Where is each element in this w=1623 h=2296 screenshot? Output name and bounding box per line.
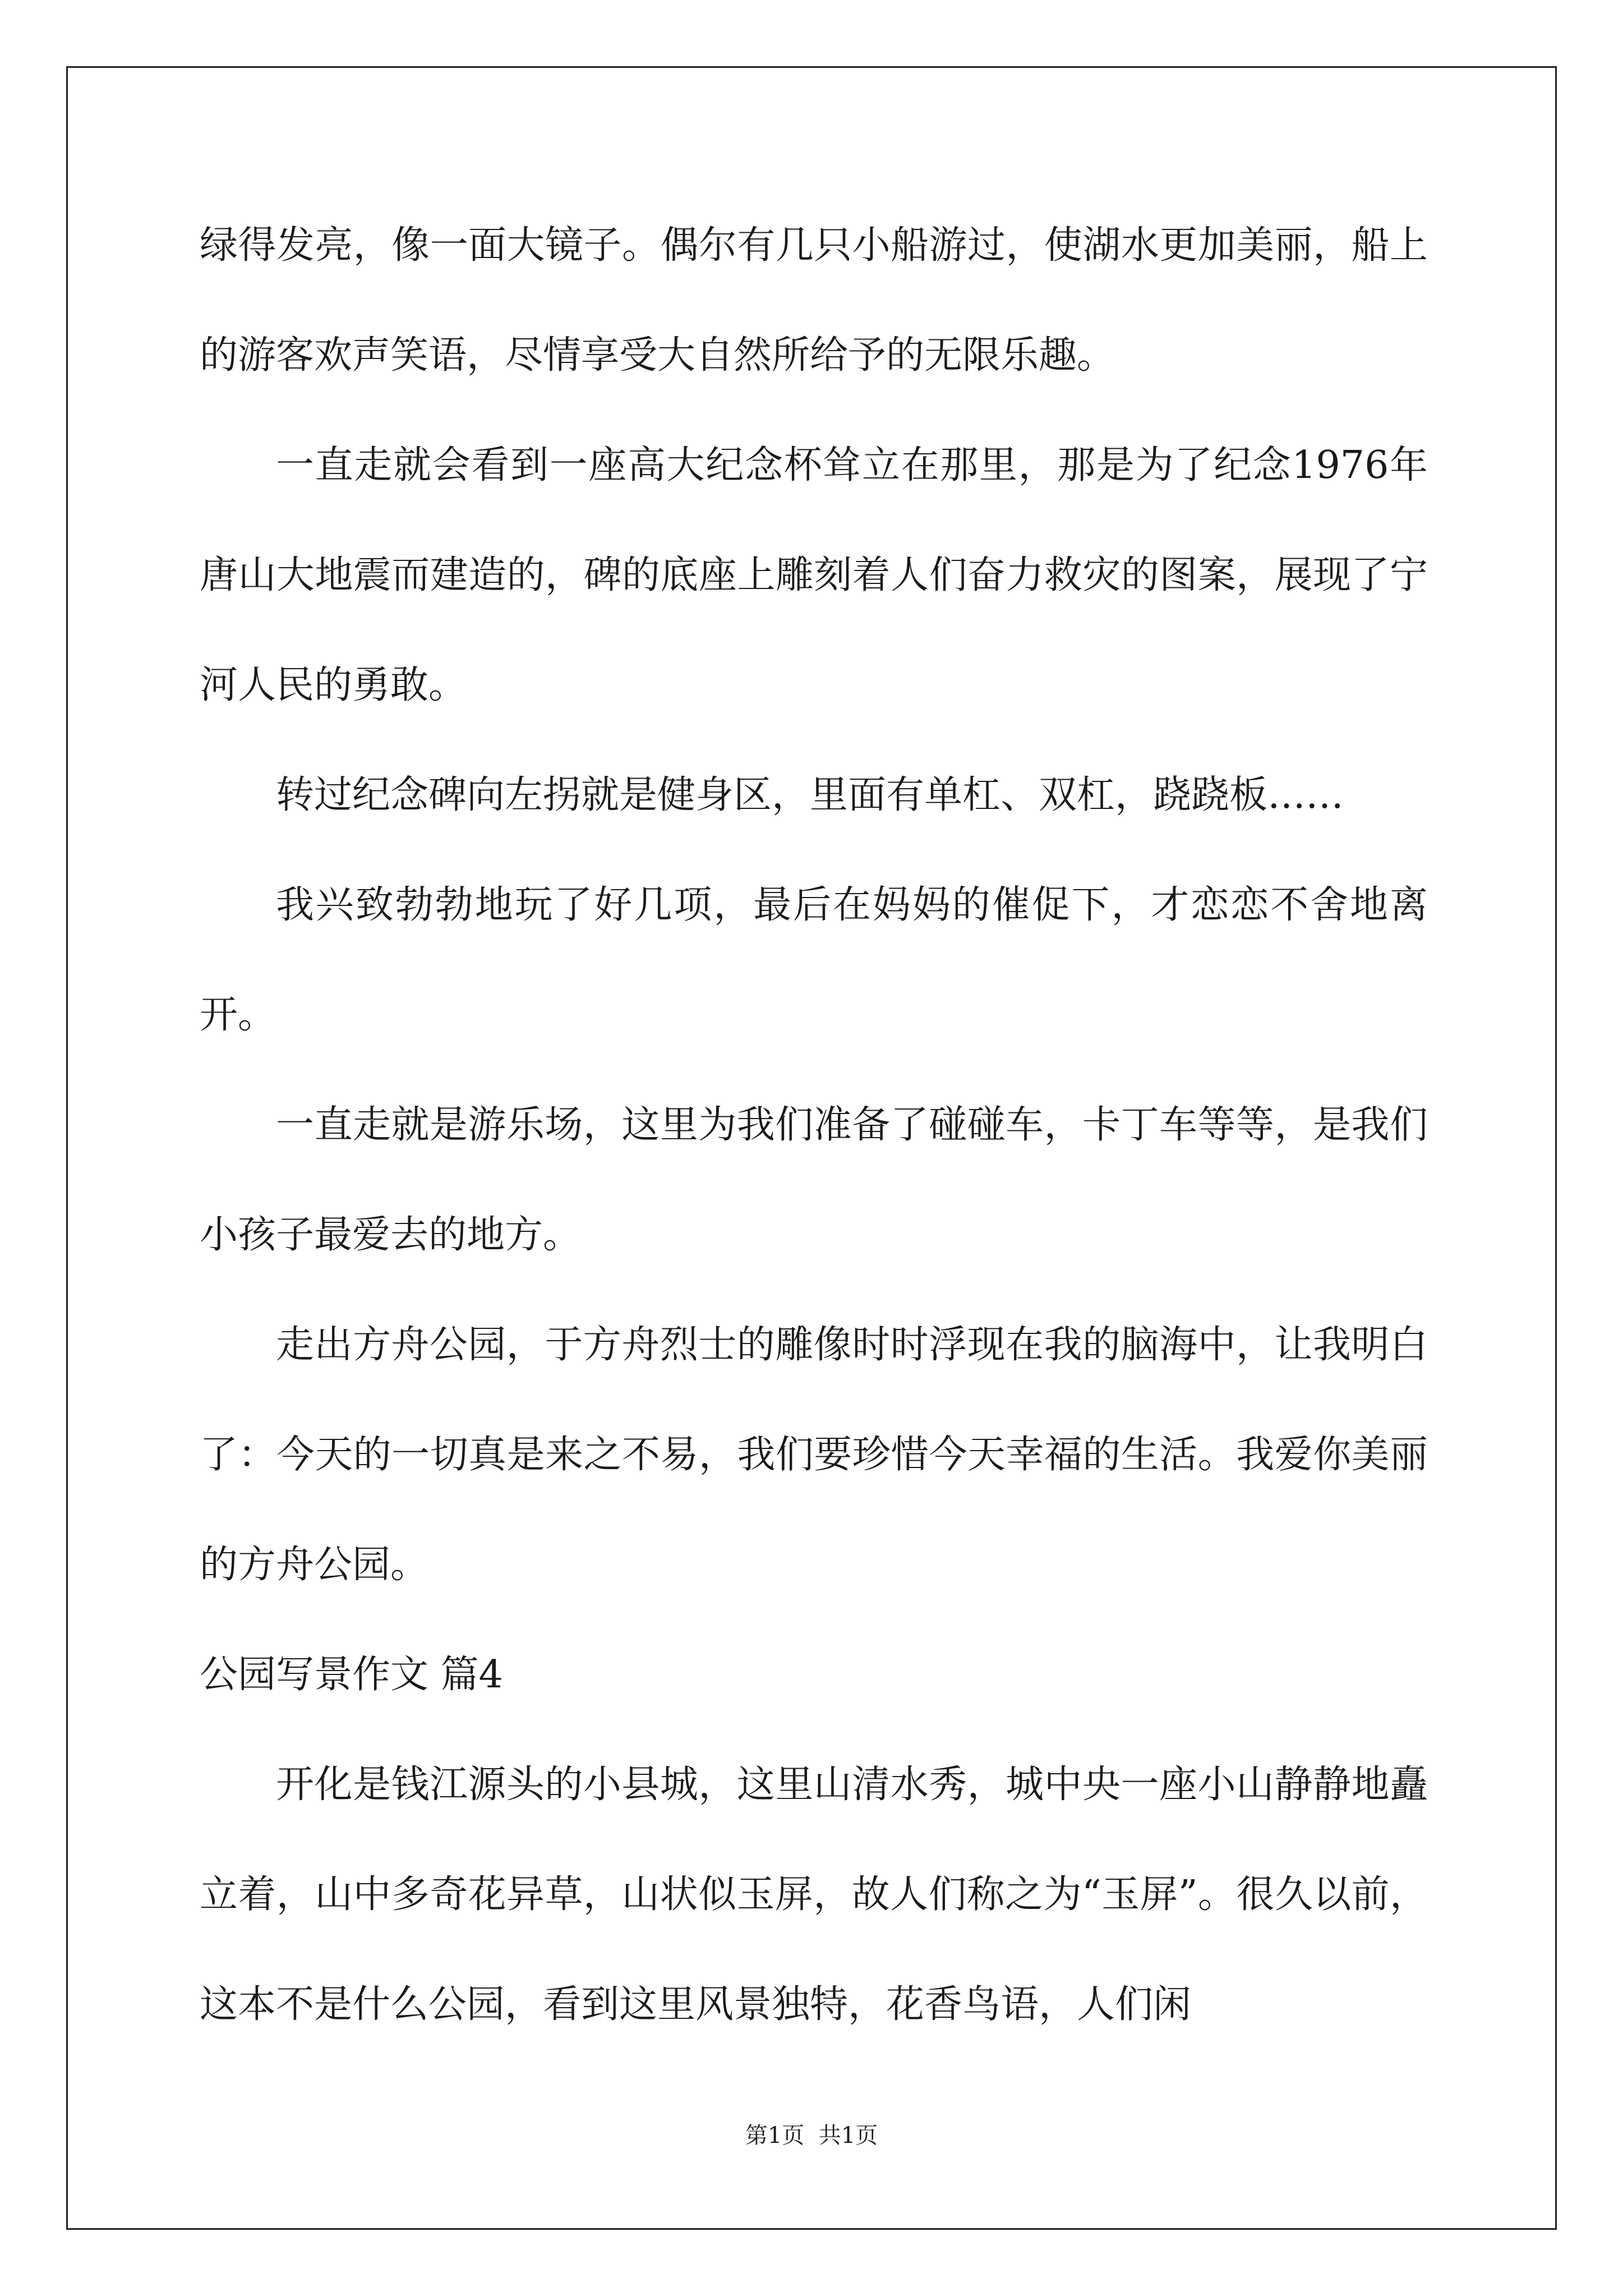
paragraph: 绿得发亮，像一面大镜子。偶尔有几只小船游过，使湖水更加美丽，船上的游客欢声笑语，尽情享受大自然所给予的无限乐趣。	[200, 223, 1428, 378]
paragraph: 一直走就是游乐场，这里为我们准备了碰碰车，卡丁车等等，是我们小孩子最爱去的地方。	[200, 1103, 1428, 1257]
paragraph: 转过纪念碑向左拐就是健身区，里面有单杠、双杠，跷跷板……	[276, 773, 1344, 817]
section-heading: 公园写景作文 篇4	[200, 1653, 503, 1697]
paragraph: 开化是钱江源头的小县城，这里山清水秀，城中央一座小山静静地矗立着，山中多奇花异草，山状似玉屏，故人们称之为“玉屏”。很久以前，这本不是什么公园，看到这里风景独特，花香鸟语，人们闲	[200, 1763, 1428, 2027]
paragraph: 一直走就会看到一座高大纪念杯耸立在那里，那是为了纪念1976年唐山大地震而建造的，碑的底座上雕刻着人们奋力救灾的图案，展现了宁河人民的勇敢。	[200, 443, 1428, 707]
paragraph: 我兴致勃勃地玩了好几项，最后在妈妈的催促下，才恋恋不舍地离开。	[200, 883, 1428, 1037]
page-footer: 第1页 共1页	[745, 2123, 878, 2148]
document-body	[200, 191, 1428, 2060]
paragraph: 走出方舟公园，于方舟烈士的雕像时时浮现在我的脑海中，让我明白了：今天的一切真是来之不易，我们要珍惜今天幸福的生活。我爱你美丽的方舟公园。	[200, 1323, 1428, 1587]
